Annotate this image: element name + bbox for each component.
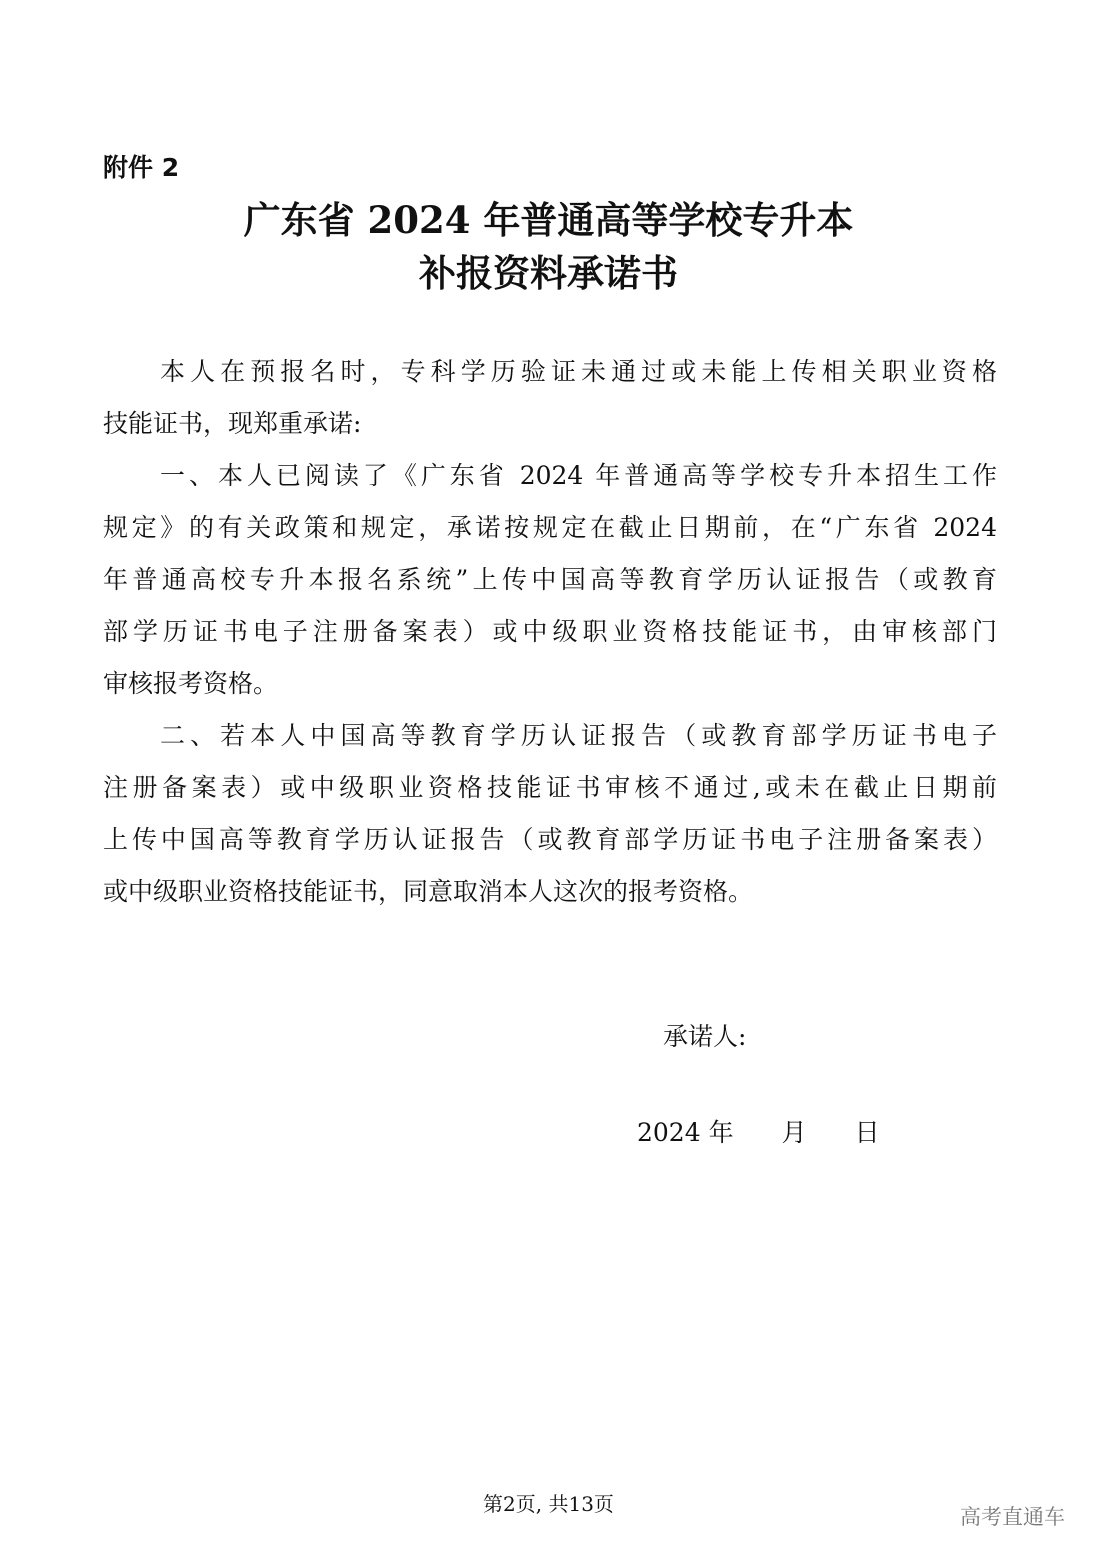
date-day: 日: [854, 1118, 880, 1147]
document-title-line-2: 补报资料承诺书: [419, 251, 678, 295]
document-title-line-1: 广东省 2024 年普通高等学校专升本: [243, 198, 854, 242]
signature-label: 承诺人:: [663, 1022, 747, 1051]
date-month: 月: [781, 1118, 807, 1147]
body-line: 二、若本人中国高等教育学历认证报告（或教育部学历证书电子: [160, 721, 997, 750]
page-number: 第2页, 共13页: [483, 1492, 614, 1516]
body-line: 规定》的有关政策和规定，承诺按规定在截止日期前，在“广东省 2024: [103, 513, 997, 542]
body-line: 部学历证书电子注册备案表）或中级职业资格技能证书，由审核部门: [103, 617, 997, 646]
body-line: 一、本人已阅读了《广东省 2024 年普通高等学校专升本招生工作: [160, 461, 997, 490]
body-line: 本人在预报名时，专科学历验证未通过或未能上传相关职业资格: [160, 357, 997, 386]
attachment-label: 附件 2: [103, 153, 180, 182]
body-line: 或中级职业资格技能证书，同意取消本人这次的报考资格。: [103, 877, 754, 906]
date-year: 2024 年: [637, 1118, 734, 1147]
body-line: 审核报考资格。: [103, 669, 279, 698]
body-line: 上传中国高等教育学历认证报告（或教育部学历证书电子注册备案表）: [103, 825, 997, 854]
signature-date: [637, 1113, 880, 1149]
watermark: 高考直通车: [960, 1505, 1065, 1529]
body-line: 年普通高校专升本报名系统”上传中国高等教育学历认证报告（或教育: [103, 565, 997, 594]
body-line: 注册备案表）或中级职业资格技能证书审核不通过,或未在截止日期前: [103, 773, 997, 802]
body-line: 技能证书，现郑重承诺:: [103, 409, 362, 438]
